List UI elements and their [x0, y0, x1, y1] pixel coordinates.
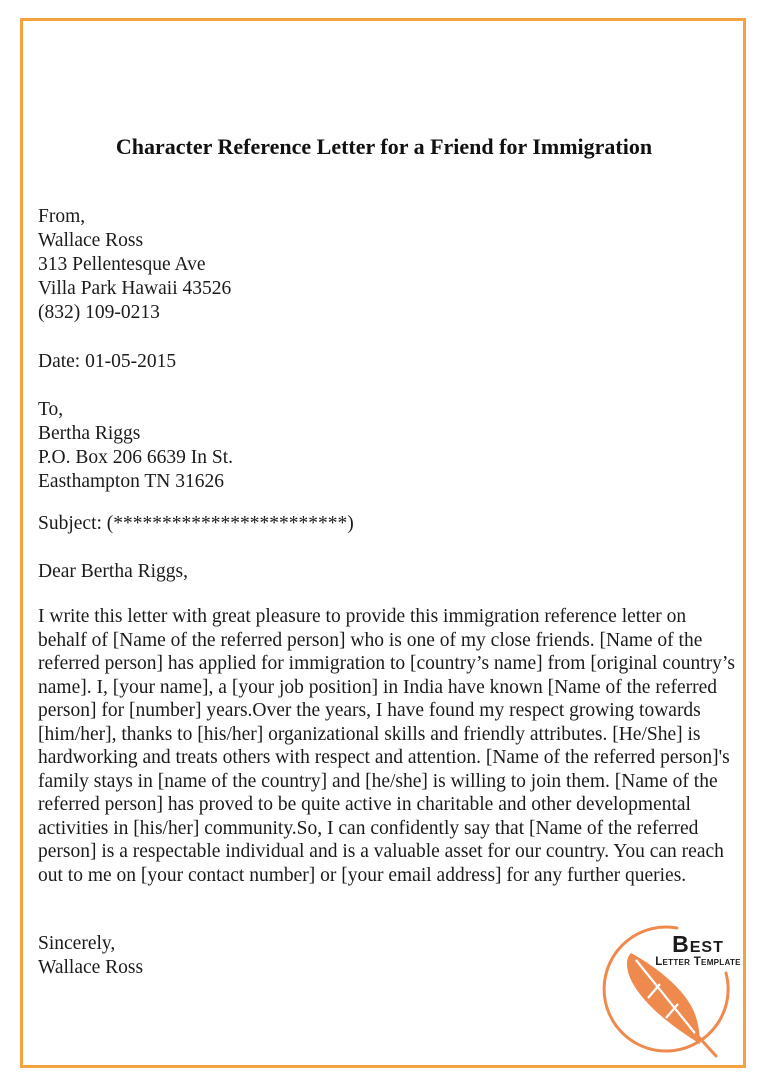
letter-body: I write this letter with great pleasure to provide this immigration reference letter on behalf of [Name of the referred person] who is one of my close friends. [Name of the referred person] has applied for immigration to [country’s name] from [original country’s name]. I, [your name], a [your job position] in India have known [Name of the referred person] for [number] years.Over the years, I have found my respect growing towards [him/her], thanks to [his/her] organizational skills and friendly attributes. [He/She] is hardworking and treats others with respect and attention. [Name of the referred person]'s family stays in [name of the country] and [he/she] is willing to join them. [Name of the referred person] has proved to be quite active in charitable and other developmental activities in [his/her] community.So, I can confidently say that [Name of the referred person] is a respectable individual and is a valuable asset for our country. You can reach out to me on [your contact number] or [your email address] for any further queries. — [38, 606, 735, 886]
recipient-name: Bertha Riggs — [38, 423, 141, 444]
sender-phone: (832) 109-0213 — [38, 302, 160, 323]
sender-name: Wallace Ross — [38, 230, 144, 251]
page-border — [20, 18, 746, 1068]
sender-city: Villa Park Hawaii 43526 — [38, 278, 232, 299]
recipient-city: Easthampton TN 31626 — [38, 471, 224, 492]
signature-name: Wallace Ross — [38, 957, 144, 978]
subject-line: Subject: (************************) — [38, 513, 354, 534]
letter-title: Character Reference Letter for a Friend for Immigration — [115, 134, 653, 159]
closing-block — [38, 932, 143, 980]
salutation: Dear Bertha Riggs, — [38, 561, 189, 582]
closing-label: Sincerely, — [38, 933, 116, 954]
sender-street: 313 Pellentesque Ave — [38, 254, 206, 275]
sender-block — [38, 205, 231, 325]
logo-brand-text: Best — [672, 931, 724, 957]
date-line: Date: 01-05-2015 — [38, 351, 177, 372]
logo-subtitle-text: Letter Template — [655, 956, 741, 968]
to-label: To, — [38, 399, 64, 420]
recipient-street: P.O. Box 206 6639 In St. — [38, 447, 234, 468]
recipient-block — [38, 398, 233, 494]
brand-logo — [596, 916, 746, 1066]
logo-text — [652, 933, 744, 968]
from-label: From, — [38, 206, 86, 227]
